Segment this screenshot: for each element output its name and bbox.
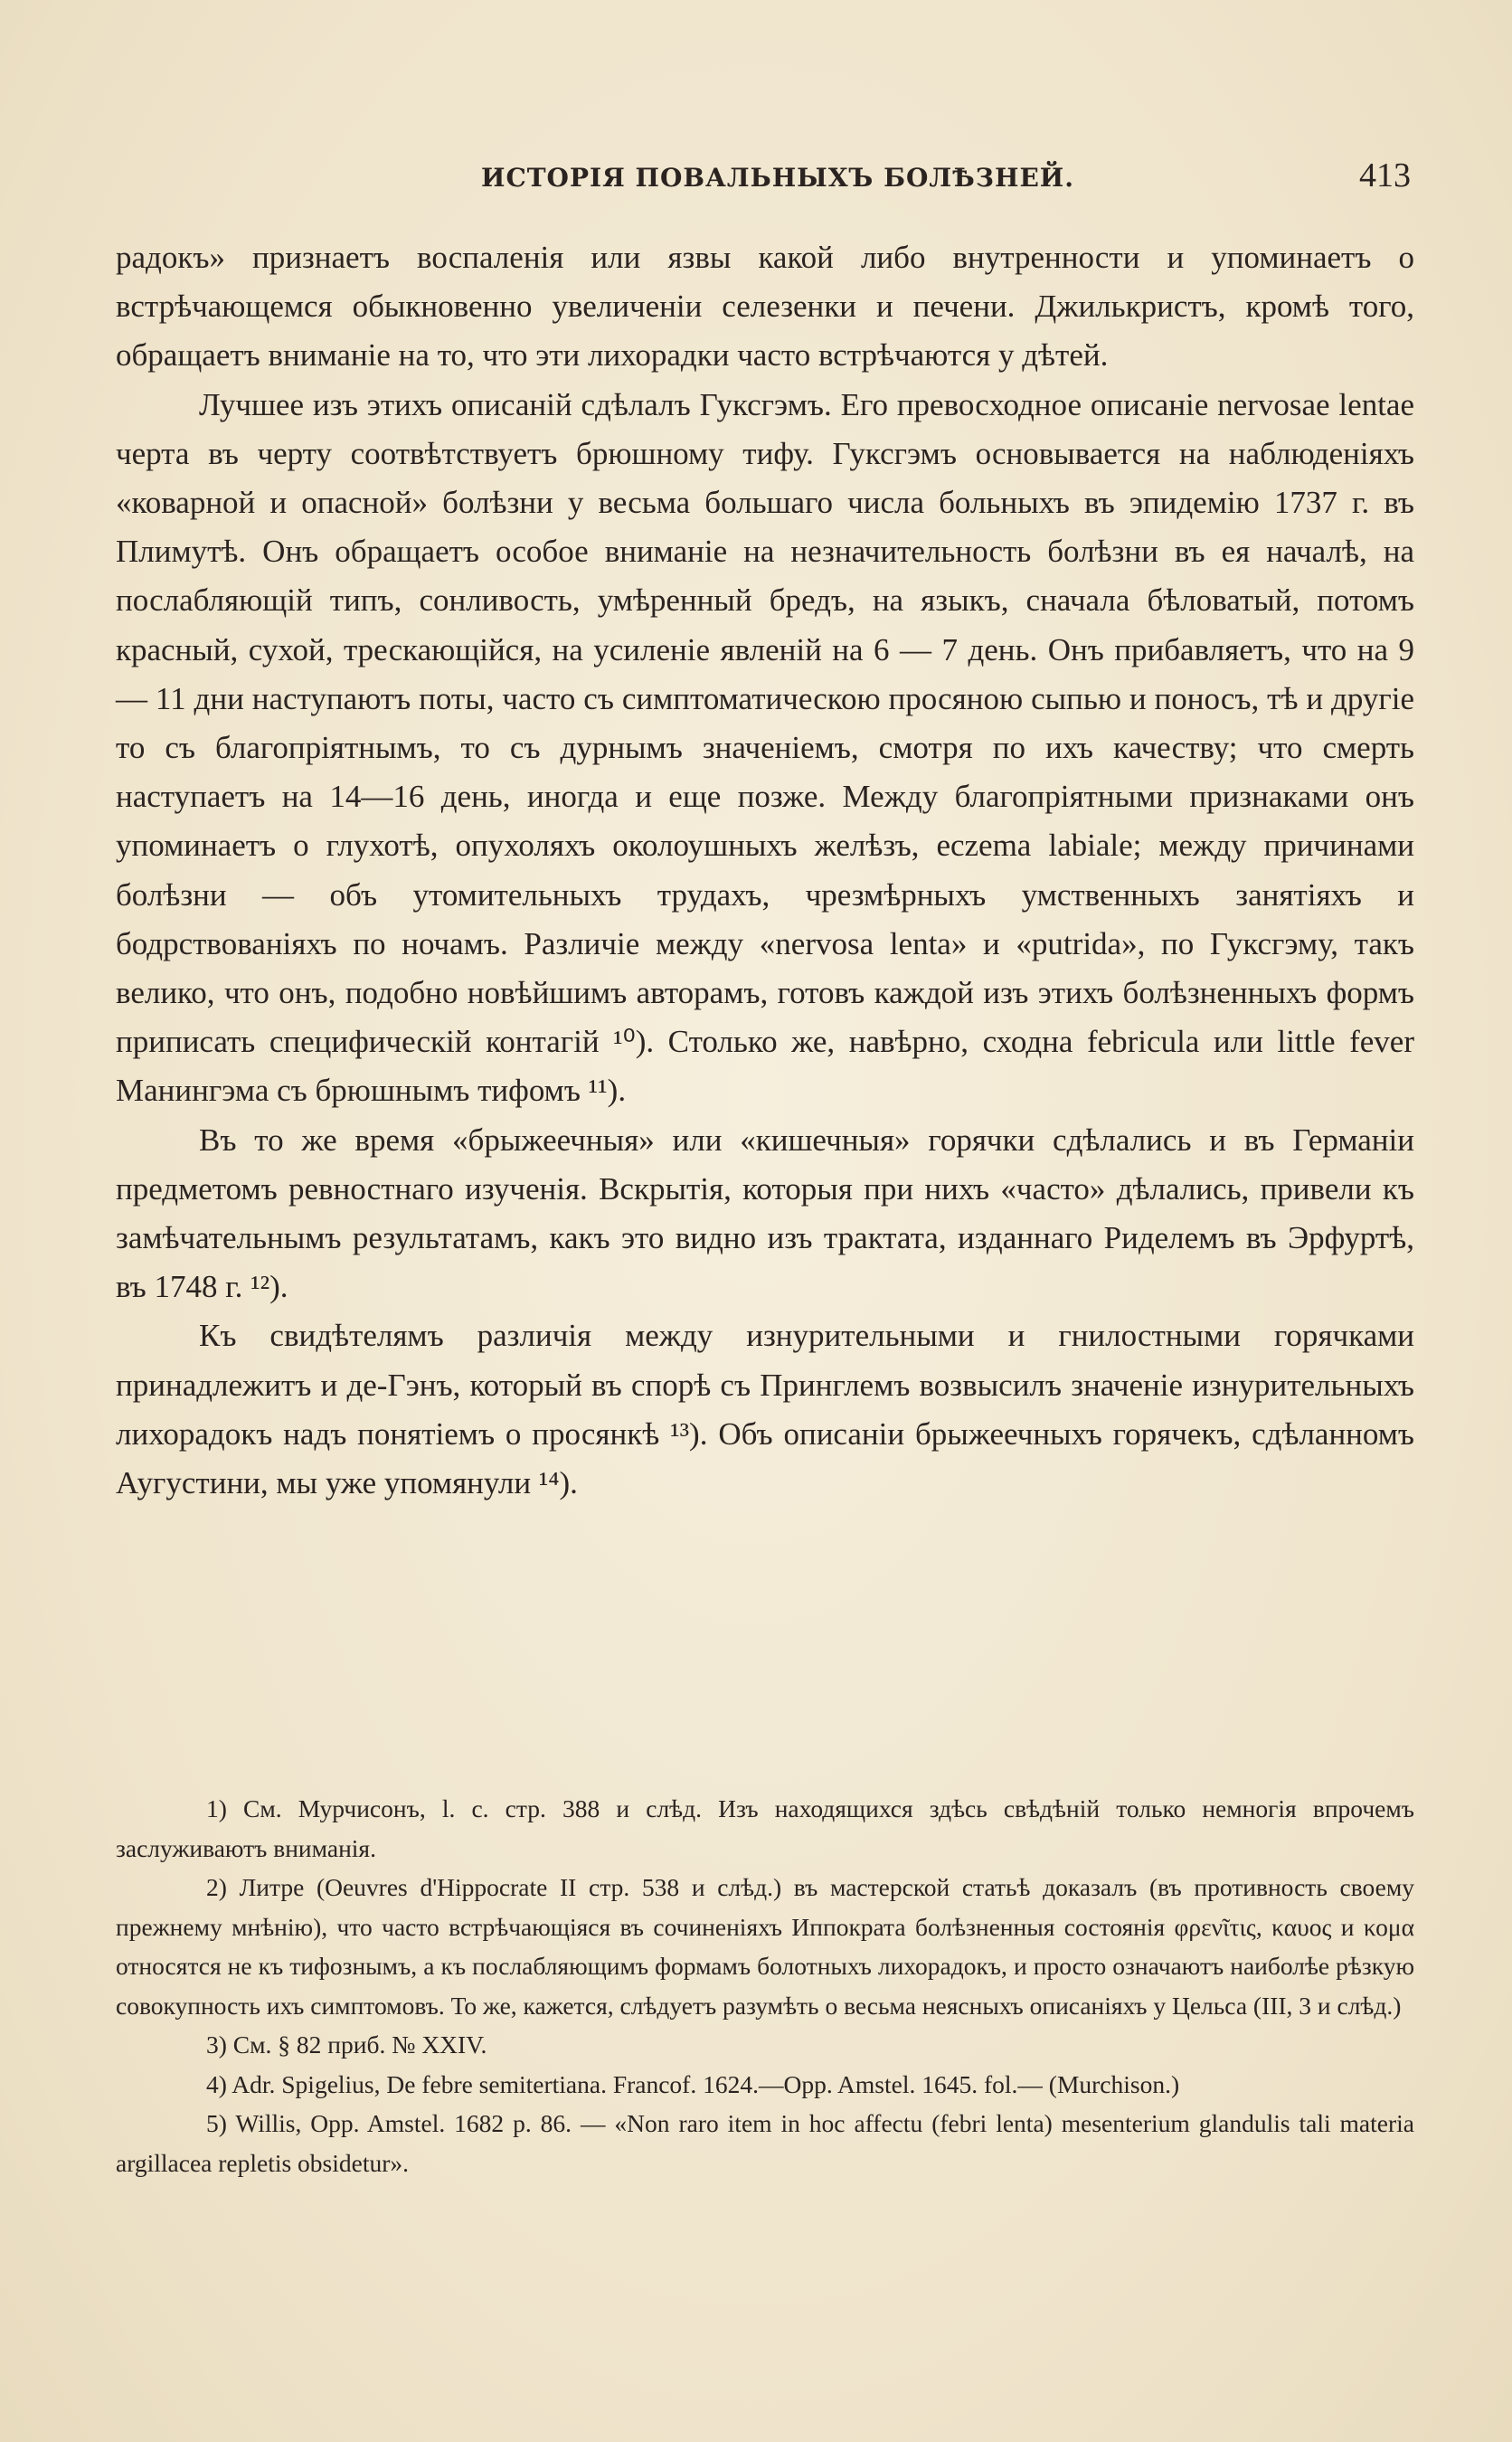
running-head	[118, 156, 1411, 201]
footnote-3: 3) См. § 82 приб. № XXIV.	[206, 2030, 487, 2059]
main-text	[116, 233, 1414, 1508]
paragraph-2: Лучшее изъ этихъ описаній сдѣлалъ Гуксгэмъ. Его превосходное описаніе nervosae lentae черта въ черту соотвѣтствуетъ брюшному тифу. Гуксгэмъ основывается на наблюденіяхъ «коварной и опасной» болѣзни у весьма большаго числа больныхъ въ эпидемію 1737 г. въ Плимутѣ. Онъ обращаетъ особое вниманіе на незначительность болѣзни въ ея началѣ, на послабляющій типъ, сонливость, умѣренный бредъ, на языкъ, сначала бѣловатый, потомъ красный, сухой, трескающійся, на усиленіе явленій на 6 — 7 день. Онъ прибавляетъ, что на 9 — 11 дни наступаютъ поты, часто съ симптоматическою просяною сыпью и поносъ, тѣ и другіе то съ благопріятнымъ, то съ дурнымъ значеніемъ, смотря по ихъ качеству; что смерть наступаетъ на 14—16 день, иногда и еще позже. Между благопріятными признаками онъ упоминаетъ о глухотѣ, опухоляхъ околоушныхъ желѣзъ, eczema labiale; между причинами болѣзни — объ утомительныхъ трудахъ, чрезмѣрныхъ умственныхъ занятіяхъ и бодрствованіяхъ по ночамъ. Различіе между «nervosa lenta» и «putrida», по Гуксгэму, такъ велико, что онъ, подобно новѣйшимъ авторамъ, готовъ каждой изъ этихъ болѣзненныхъ формъ приписать специфическій контагій ¹⁰). Столько же, навѣрно, сходна febricula или little fever Манингэма съ брюшнымъ тифомъ ¹¹).	[116, 386, 1414, 1109]
footnote-1: 1) См. Мурчисонъ, l. c. стр. 388 и слѣд. Изъ находящихся здѣсь свѣдѣній только немногія впрочемъ заслуживаютъ вниманія.	[116, 1794, 1414, 1862]
paragraph-3: Въ то же время «брыжеечныя» или «кишечныя» горячки сдѣлались и въ Германіи предметомъ ревностнаго изученія. Вскрытія, которыя при нихъ «часто» дѣлались, привели къ замѣчательнымъ результатамъ, какъ это видно изъ трактата, изданнаго Риделемъ въ Эрфуртѣ, въ 1748 г. ¹²).	[116, 1122, 1414, 1305]
footnote-5: 5) Willis, Opp. Amstel. 1682 p. 86. — «Non raro item in hoc affectu (febri lenta) mesenterium glandulis tali materia argillacea repletis obsidetur».	[116, 2109, 1414, 2177]
footnotes	[116, 1789, 1414, 2182]
paragraph-1: радокъ» признаетъ воспаленія или язвы какой либо внутренности и упоминаетъ о встрѣчающемся обыкновенно увеличеніи селезенки и печени. Джилькристъ, кромѣ того, обращаетъ вниманіе на то, что эти лихорадки часто встрѣчаются у дѣтей.	[116, 240, 1414, 374]
footnote-4: 4) Adr. Spigelius, De febre semitertiana. Francof. 1624.—Opp. Amstel. 1645. fol.— (Murchison.)	[206, 2069, 1180, 2098]
page-number: 413	[1359, 156, 1411, 194]
footnote-2: 2) Литре (Oeuvres d'Hippocrate II стр. 538 и слѣд.) въ мастерской статьѣ доказалъ (въ противность своему прежнему мнѣнію), что часто встрѣчающіяся въ сочиненіяхъ Иппократа болѣзненныя состоянія φρενῖτις, καυος и κομα относятся не къ тифознымъ, а къ послабляющимъ формамъ болотныхъ лихорадокъ, и просто означаютъ наиболѣе рѣзкую совокупность ихъ симптомовъ. То же, кажется, слѣдуетъ разумѣть о весьма неясныхъ описаніяхъ у Цельса (III, 3 и слѣд.)	[116, 1873, 1414, 2020]
running-title: ИСТОРІЯ ПОВАЛЬНЫХЪ БОЛѢЗНЕЙ.	[480, 163, 1074, 193]
paragraph-4: Къ свидѣтелямъ различія между изнурительными и гнилостными горячками принадлежитъ и де-Гэнъ, который въ спорѣ съ Принглемъ возвысилъ значеніе изнурительныхъ лихорадокъ надъ понятіемъ о просянкѣ ¹³). Объ описаніи брыжеечныхъ горячекъ, сдѣланномъ Аугустини, мы уже упомянули ¹⁴).	[116, 1318, 1414, 1501]
